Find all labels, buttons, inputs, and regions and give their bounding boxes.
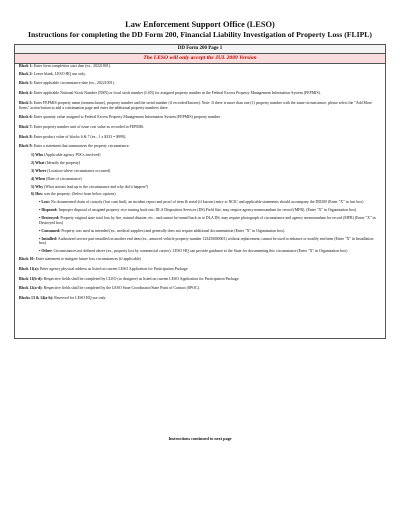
instruction-text: Respective fields shall be completed by CLEO (or designee) as listed on current LESO Application for Participation Package. (42, 276, 240, 281)
instruction-text: (What actions lead up to the circumstance and why did it happen?) (43, 184, 148, 189)
instruction-b7 (19, 125, 381, 130)
instruction-text: No documented chain of custody (lost cant find), an incident report and proof of item & serial (if known) entry to NCIC and applicable statements should accompany the DD200 (Enter "X" in lost box) (49, 200, 364, 205)
instruction-label: • Other: (39, 249, 53, 254)
instruction-label: Block 6: (19, 115, 33, 120)
instruction-label: Block 8: (19, 134, 33, 139)
instruction-text: Authorized service part installed on another end item (ex., armored vehicle property number 12345M00001) without replacement, cannot be used to enhance or modify end item (Enter "X" in Installation box) (39, 236, 374, 246)
instruction-label: Block 2: (19, 71, 33, 76)
instruction-text: Property was used as intended (ex., medical supplies) and generally does not require additional documentation (Enter "X" in Organization box). (60, 228, 286, 233)
instruction-q5 (19, 185, 381, 190)
instruction-q1 (19, 153, 381, 158)
instruction-text: Circumstances not defined above (ex., property lost by commercial carrier), LESO HQ can provide guidance to the State for documenting this circumstance (Enter "X" in Organization box) (52, 249, 348, 254)
instruction-b2 (19, 72, 381, 77)
instruction-text: Respective fields shall be completed by the LESO State Coordinator/State Point of Contact (SPOC). (42, 286, 200, 291)
instruction-text: Enter applicable circumstance date (ex., 20221001). (32, 81, 115, 86)
version-notice: The LESO will only accept the JUL 2009 Version (15, 54, 385, 64)
instruction-label: • Consumed: (39, 228, 61, 233)
instruction-label: Blocks 13 & 14(a-h): (19, 295, 54, 300)
instruction-b11a (19, 267, 381, 272)
instruction-label: Block 7: (19, 124, 33, 129)
continued-note: Instructions continued to next page (168, 436, 232, 441)
instruction-text: (Date of circumstance) (45, 176, 82, 181)
instruction-lost (19, 200, 381, 205)
instruction-text: Enter a statement that summarizes the property circumstance: (32, 144, 130, 149)
instruction-label: Block 5: (19, 100, 33, 105)
instruction-text: Enter applicable National Stock Number (NSN) or local stock number (LSN) for assigned property number in the Federal Excess Property Management Information System (FEPMIS). (32, 91, 321, 96)
instruction-text: Enter property number unit of issue cost value as recorded in FEPMIS. (32, 124, 145, 129)
instruction-label: Block 12(a-d): (19, 286, 43, 291)
instruction-b1 (19, 64, 381, 69)
instruction-label: • Disposed: (39, 208, 58, 213)
instruction-text: Leave blank, LESO HQ use only. (32, 71, 86, 76)
instruction-disposed (19, 208, 381, 213)
instruction-text: Enter statement to mitigate future loss circumstances (if applicable) (34, 257, 141, 262)
instruction-b5 (19, 101, 381, 110)
instruction-b4 (19, 91, 381, 96)
instruction-destroyed (19, 216, 381, 225)
instruction-other (19, 249, 381, 254)
instruction-label: Block 9: (19, 144, 33, 149)
instruction-text: Enter FEPMIS property name (nomenclature), property number and the serial number (if recorded/known). Note: If there is more than one (1) property number with the same circumstance, please select the "Add More Items" action button to add a continuation page and enter the additional property numbers there. (19, 100, 372, 110)
instruction-b3 (19, 81, 381, 86)
instruction-installed (19, 237, 381, 246)
instruction-b11bd (19, 277, 381, 282)
document-subtitle: Instructions for completing the DD Form 200, Financial Liability Investigation of Property Loss (FLIPL) (28, 30, 372, 39)
instruction-q4 (19, 177, 381, 182)
instruction-label: Block 1: (19, 64, 33, 68)
instruction-label: Block 11(a): (19, 266, 39, 271)
instruction-label: • Destroyed: (39, 216, 60, 221)
instruction-label: 4) When (31, 176, 46, 181)
instruction-text: was the property: (Select from below options) (43, 192, 116, 197)
instruction-label: Block 3: (19, 81, 33, 86)
instruction-text: Enter quantity value assigned to Federal Excess Property Management Information System (FEPMIS) property number. (32, 115, 221, 120)
instruction-b1314 (19, 296, 381, 301)
instruction-label: 2) What (31, 160, 45, 165)
document-title: Law Enforcement Support Office (LESO) (125, 20, 275, 29)
instruction-text: Enter form completion start date (ex., 20221001). (32, 64, 111, 68)
instruction-text: Improper disposal of assigned property vice turning back into DLA Disposition Services (DS) Field Site, may require agency memorandum for record (MFR). (Enter "X" in Organization box) (57, 208, 357, 213)
instruction-q6 (19, 192, 381, 197)
instruction-label: 1) Who (31, 153, 44, 158)
instruction-b10 (19, 257, 381, 262)
instruction-b6 (19, 115, 381, 120)
instruction-b12ad (19, 286, 381, 291)
instruction-text: (Location where circumstance occurred) (46, 168, 111, 173)
instruction-label: Block 10: (19, 257, 35, 262)
instruction-q3 (19, 169, 381, 174)
form-page-label: DD Form 200 Page 1 (15, 45, 385, 54)
instructions-box (14, 44, 386, 339)
instruction-label: 6) How (31, 192, 43, 197)
instruction-text: (Applicable agency POCs involved) (43, 153, 101, 158)
instruction-label: 3) Where (31, 168, 47, 173)
instruction-label: Block 11(b-d): (19, 276, 43, 281)
instruction-label: 5) Why (31, 184, 44, 189)
instruction-text: Property original state total loss by fire, natural disaster, etc., and cannot be turned back in to DLA DS, may require photograph of circumstance and agency memorandum for record (MFR) (Enter "X" in Destroyed box) (39, 216, 376, 225)
instruction-label: • Lost: (39, 200, 50, 205)
instruction-label: Block 4: (19, 91, 33, 96)
instruction-q2 (19, 161, 381, 166)
instruction-label: • Installed: (39, 236, 58, 241)
instruction-text: Reserved for LESO HQ use only (53, 295, 106, 300)
instruction-text: Enter product value of blocks 6 & 7 (ex., 1 x $333 = $999). (32, 134, 127, 139)
instructions-content (19, 64, 381, 306)
instruction-text: (Identify the property) (44, 160, 81, 165)
instruction-consumed (19, 229, 381, 234)
instruction-b9 (19, 144, 381, 149)
instruction-text: Enter agency physical address as listed on current LESO Application for Participation Package. (39, 266, 189, 271)
instruction-b8 (19, 135, 381, 140)
